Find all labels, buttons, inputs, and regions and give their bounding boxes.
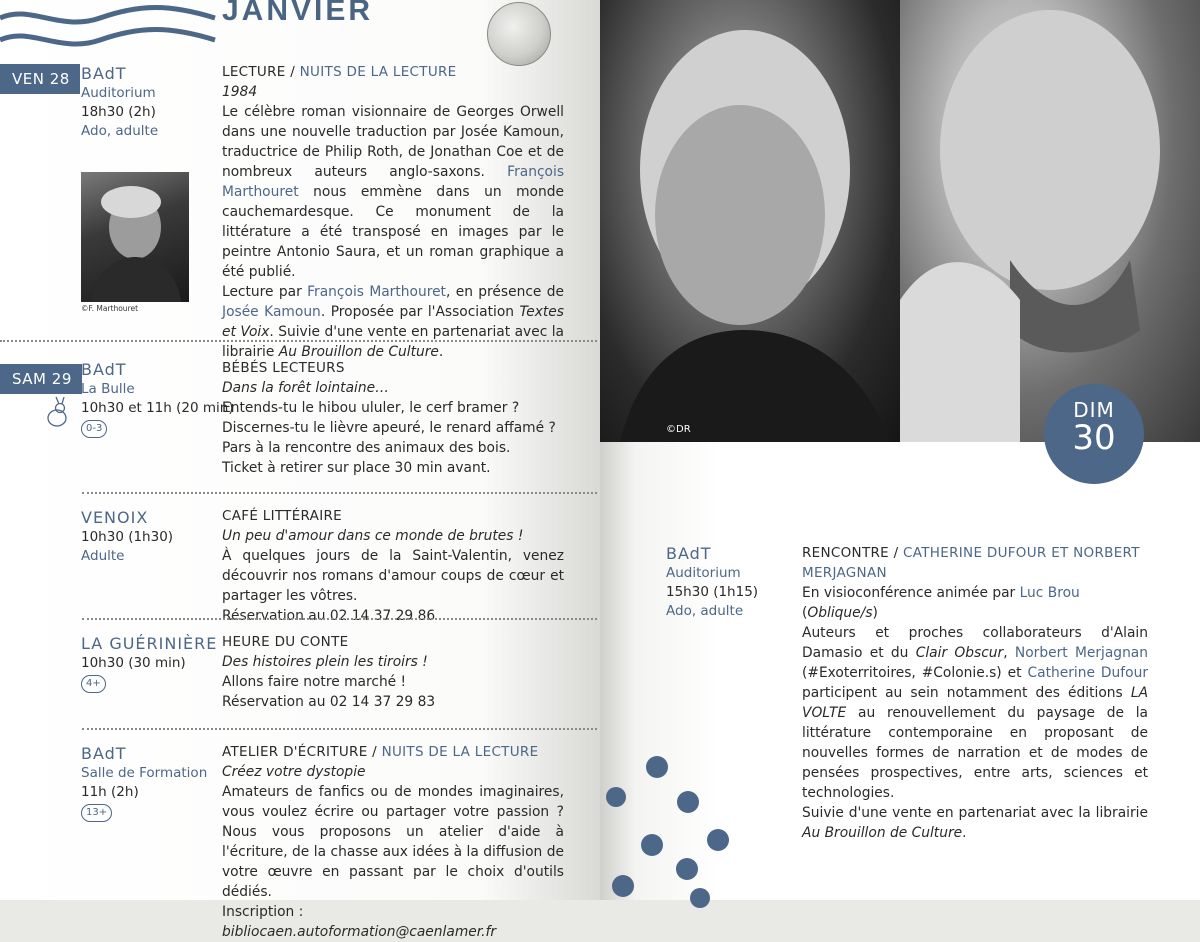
event-sale-note: Suivie d'une vente en partenariat avec la librairie Au Brouillon de Culture. bbox=[802, 805, 1148, 841]
left-page bbox=[0, 0, 600, 940]
venue-room: La Bulle bbox=[81, 381, 135, 397]
date-tab-ven-28: VEN 28 bbox=[0, 64, 80, 94]
event-type: BÉBÉS LECTEURS bbox=[222, 360, 345, 376]
event-heading: LECTURE / NUITS DE LA LECTURE bbox=[222, 64, 457, 80]
person-link[interactable]: François Marthouret bbox=[307, 284, 446, 300]
venue-block bbox=[666, 544, 758, 621]
event-cafe-litteraire bbox=[222, 506, 564, 626]
event-heading: ATELIER D'ÉCRITURE / NUITS DE LA LECTURE bbox=[222, 744, 539, 760]
event-bebes-lecteurs bbox=[222, 358, 564, 478]
venue-name: BAdT bbox=[81, 744, 127, 763]
event-reservation: Réservation au 02 14 37 29 86 bbox=[222, 608, 436, 624]
portrait-silhouette bbox=[600, 0, 900, 442]
event-rencontre bbox=[802, 543, 1148, 843]
photo-catherine-dufour bbox=[600, 0, 900, 442]
wave-decoration bbox=[0, 0, 215, 60]
photo-norbert-merjagnan bbox=[900, 0, 1200, 442]
moon-illustration bbox=[487, 2, 551, 66]
event-line: Ticket à retirer sur place 30 min avant. bbox=[222, 460, 491, 476]
event-divider bbox=[82, 728, 597, 730]
event-guests: CATHERINE DUFOUR ET NORBERT MERJAGNAN bbox=[802, 545, 1140, 581]
event-heure-du-conte bbox=[222, 632, 564, 712]
venue-name: BAdT bbox=[81, 360, 127, 379]
bunny-icon bbox=[44, 396, 70, 428]
venue-room: Salle de Formation bbox=[81, 765, 208, 781]
event-time: 10h30 et 11h (20 min) bbox=[81, 400, 234, 416]
person-link[interactable]: François Marthouret bbox=[222, 164, 565, 200]
event-time: 11h (2h) bbox=[81, 784, 139, 800]
person-link[interactable]: Josée Kamoun bbox=[222, 304, 321, 320]
month-title: JANVIER bbox=[222, 0, 374, 27]
venue-block bbox=[81, 508, 173, 566]
event-type: LECTURE bbox=[222, 64, 286, 80]
event-time: 15h30 (1h15) bbox=[666, 584, 759, 600]
event-description: Le célèbre roman visionnaire de Georges Orwell dans une nouvelle traduction par Josée Kamoun, traductrice de Philip Roth, de Jonathan Coe et de nombreux auteurs anglo-saxons. François Marthouret nous emmène dans un monde cauchemardesque. Ce monument de la littérature a été transposé en images par le peintre Antonio Saura, et un roman graphique a été publié. Lecture par François Marthouret, en présence de Josée Kamoun. Proposée par l'Association Textes et Voix. Suivie d'une vente en partenariat avec la librairie Au Brouillon de Culture. bbox=[222, 104, 565, 360]
venue-name: LA GUÉRINIÈRE bbox=[81, 634, 218, 653]
circle-day: DIM bbox=[1073, 398, 1115, 422]
event-lecture-1984 bbox=[222, 62, 564, 362]
event-description: Amateurs de fanfics ou de mondes imaginaires, vous voulez écrire ou partager votre passion ? Nous vous proposons un atelier d'aide à l'écriture, de la chasse aux idées à la diffusion de votre œuvre en passant par le choix d'outils dédiés. bbox=[222, 784, 564, 900]
venue-block bbox=[81, 744, 207, 822]
photo-credit: ©DR bbox=[666, 424, 691, 435]
venue-room: Auditorium bbox=[81, 85, 156, 101]
portrait-photo bbox=[81, 172, 189, 302]
portrait-credit: ©F. Marthouret bbox=[81, 304, 139, 313]
event-line: En visioconférence animée par Luc Brou (Oblique/s) bbox=[802, 585, 1080, 621]
event-atelier-ecriture bbox=[222, 742, 564, 942]
date-circle-dim-30 bbox=[1044, 384, 1144, 484]
event-divider bbox=[82, 618, 597, 620]
event-title: Des histoires plein les tiroirs ! bbox=[222, 654, 428, 670]
event-time: 10h30 (30 min) bbox=[81, 655, 186, 671]
event-series: NUITS DE LA LECTURE bbox=[299, 64, 457, 80]
venue-name: VENOIX bbox=[81, 508, 149, 527]
event-type: HEURE DU CONTE bbox=[222, 634, 349, 650]
venue-room: Auditorium bbox=[666, 565, 741, 581]
circle-num: 30 bbox=[1072, 418, 1116, 458]
date-tab-sam-29: SAM 29 bbox=[0, 364, 82, 394]
venue-block bbox=[81, 360, 234, 438]
event-title: Créez votre dystopie bbox=[222, 764, 366, 780]
event-title: Dans la forêt lointaine… bbox=[222, 380, 389, 396]
venue-name: BAdT bbox=[666, 544, 712, 563]
event-heading: RENCONTRE / CATHERINE DUFOUR ET NORBERT MERJAGNAN bbox=[802, 545, 1140, 581]
event-description: À quelques jours de la Saint-Valentin, venez découvrir nos romans d'amour coups de cœur et partager les vôtres. bbox=[222, 548, 564, 604]
event-inscription: Inscription : bibliocaen.autoformation@caenlamer.fr bbox=[222, 904, 497, 940]
event-type: CAFÉ LITTÉRAIRE bbox=[222, 508, 342, 524]
age-badge: 13+ bbox=[81, 804, 112, 822]
event-series: NUITS DE LA LECTURE bbox=[381, 744, 539, 760]
event-line: Pars à la rencontre des animaux des bois. bbox=[222, 440, 511, 456]
person-link[interactable]: Catherine Dufour bbox=[1027, 665, 1148, 681]
person-link[interactable]: Norbert Merjagnan bbox=[1014, 645, 1149, 661]
event-type: RENCONTRE bbox=[802, 545, 890, 561]
email-link[interactable]: bibliocaen.autoformation@caenlamer.fr bbox=[222, 924, 497, 940]
event-title: 1984 bbox=[222, 84, 258, 100]
venue-name: BAdT bbox=[81, 64, 127, 83]
portrait-silhouette bbox=[900, 0, 1200, 442]
event-divider bbox=[82, 492, 597, 494]
event-reservation: Réservation au 02 14 37 29 83 bbox=[222, 694, 436, 710]
event-time: 10h30 (1h30) bbox=[81, 529, 174, 545]
event-description: Auteurs et proches collaborateurs d'Alain Damasio et du Clair Obscur, Norbert Merjagnan (#Exoterritoires, #Colonie.s) et Catherine Dufour participent au sein notamment des éditions LA VOLTE au renouvellement du paysage de la littérature contemporaine en proposant de nouvelles formes de narration et de modes de pensées prospectives, entre arts, sciences et technologies. bbox=[802, 625, 1149, 801]
event-audience: Ado, adulte bbox=[666, 603, 744, 619]
event-audience: Ado, adulte bbox=[81, 123, 159, 139]
section-divider bbox=[0, 340, 597, 342]
event-line: Entends-tu le hibou ululer, le cerf bramer ? bbox=[222, 400, 520, 416]
age-badge: 4+ bbox=[81, 675, 106, 693]
dots-decoration bbox=[600, 740, 750, 900]
venue-block bbox=[81, 64, 158, 141]
right-page bbox=[600, 0, 1200, 900]
event-type: ATELIER D'ÉCRITURE bbox=[222, 744, 368, 760]
event-line: Allons faire notre marché ! bbox=[222, 674, 407, 690]
person-link[interactable]: Luc Brou bbox=[1019, 585, 1080, 601]
venue-block bbox=[81, 634, 217, 693]
portrait-silhouette bbox=[81, 172, 189, 302]
event-audience: Adulte bbox=[81, 548, 125, 564]
age-badge: 0-3 bbox=[81, 420, 107, 438]
event-time: 18h30 (2h) bbox=[81, 104, 156, 120]
event-line: Discernes-tu le lièvre apeuré, le renard affamé ? bbox=[222, 420, 556, 436]
event-title: Un peu d'amour dans ce monde de brutes ! bbox=[222, 528, 524, 544]
